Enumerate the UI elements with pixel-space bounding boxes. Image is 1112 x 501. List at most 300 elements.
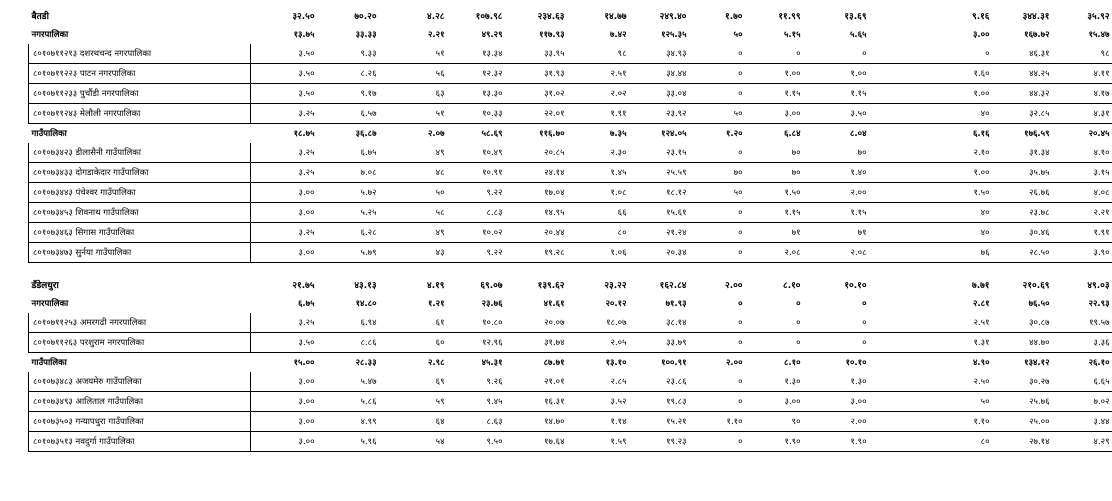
value-cell: ० — [803, 333, 869, 353]
table-row — [29, 243, 1112, 263]
value-cell: ९८ — [567, 44, 629, 64]
muni-name: ८०१०७११२६३ परशुराम नगरपालिका — [29, 333, 251, 353]
table-row — [29, 313, 1112, 333]
value-cell: १.०८ — [567, 183, 629, 203]
value-cell: १२५.३५ — [661, 30, 687, 40]
value-cell: १६२.८४ — [659, 281, 687, 291]
value-cell: २१.०१ — [505, 372, 567, 392]
value-cell: १२.९६ — [447, 333, 505, 353]
table-row — [29, 104, 1112, 124]
value-cell: ८.२६ — [317, 64, 379, 84]
value-cell: १८.१२ — [629, 183, 689, 203]
blank-cell — [869, 333, 931, 353]
muni-name: ८०१०७११२१३ दशरथचन्द नगरपालिका — [29, 44, 251, 64]
value-cell: ३०.४६ — [992, 223, 1052, 243]
value-cell: २८.५० — [992, 243, 1052, 263]
value-cell: १०.१० — [844, 281, 867, 291]
value-cell: ० — [796, 299, 801, 309]
value-cell: ४.१७ — [1052, 84, 1112, 104]
blank-cell — [869, 275, 931, 294]
muni-name: ८०१०७३५०३ गन्यापधुरा गाउँपालिका — [29, 412, 251, 432]
value-cell: ७१.९३ — [665, 299, 687, 309]
value-cell: ९८ — [1052, 44, 1112, 64]
value-cell: ५.२५ — [317, 203, 379, 223]
value-cell: २.२१ — [428, 30, 445, 40]
value-cell: २.२१ — [1052, 203, 1112, 223]
value-cell: ४९ — [379, 223, 447, 243]
value-cell: २०.३४ — [629, 243, 689, 263]
table-row — [29, 223, 1112, 243]
value-cell: ३.५० — [251, 64, 317, 84]
value-cell: ७.४२ — [610, 30, 627, 40]
muni-name: ८०१०७३४६३ सिगास गाउँपालिका — [29, 223, 251, 243]
value-cell: २.५१ — [931, 313, 992, 333]
value-cell: ० — [689, 44, 745, 64]
value-cell: १७६.५९ — [1024, 129, 1050, 139]
value-cell: २.८५ — [567, 372, 629, 392]
value-cell: ४.३१ — [1052, 104, 1112, 124]
value-cell: २३.८६ — [629, 372, 689, 392]
value-cell: १३.६९ — [844, 12, 867, 22]
group-name: गाउँपालिका — [31, 129, 67, 139]
blank-cell — [869, 124, 931, 144]
value-cell: ० — [689, 243, 745, 263]
value-cell: ७.७१ — [972, 281, 990, 291]
value-cell: ५.६५ — [850, 30, 867, 40]
table-row — [29, 183, 1112, 203]
value-cell: ९.५० — [447, 432, 505, 452]
value-cell: ४४.२५ — [992, 64, 1052, 84]
muni-name: ८०१०७११२२३ पाटन नगरपालिका — [29, 64, 251, 84]
value-cell: ३.२५ — [251, 163, 317, 183]
muni-name: ८०१०७११२४३ मेलौली नगरपालिका — [29, 104, 251, 124]
value-cell: ० — [689, 392, 745, 412]
value-cell: २१०.६९ — [1022, 281, 1050, 291]
value-cell: ३४.४४ — [629, 64, 689, 84]
value-cell: ० — [689, 203, 745, 223]
value-cell: ३.०० — [251, 203, 317, 223]
value-cell: ३.०० — [803, 392, 869, 412]
value-cell: ६.६५ — [1052, 372, 1112, 392]
value-cell: ४० — [931, 104, 992, 124]
value-cell: २१.२४ — [629, 223, 689, 243]
group-name: गाउँपालिका — [31, 358, 67, 368]
table-row — [29, 64, 1112, 84]
value-cell: ८.८३ — [447, 203, 505, 223]
value-cell: २०.४५ — [1088, 129, 1110, 139]
value-cell: ३.५२ — [567, 392, 629, 412]
value-cell: ६.९४ — [317, 313, 379, 333]
value-cell: ३३.०४ — [629, 84, 689, 104]
value-cell: १७.६४ — [505, 432, 567, 452]
value-cell: ७० — [689, 163, 745, 183]
value-cell: ० — [689, 372, 745, 392]
value-cell: १.०० — [745, 64, 803, 84]
value-cell: २.०८ — [745, 243, 803, 263]
table-row — [29, 84, 1112, 104]
value-cell: ४.९९ — [317, 412, 379, 432]
value-cell: २.५० — [931, 372, 992, 392]
value-cell: २२.०१ — [505, 104, 567, 124]
value-cell: १.९१ — [567, 104, 629, 124]
value-cell: ० — [931, 44, 992, 64]
muni-name: ८०१०७३५१३ नवदुर्गा गाउँपालिका — [29, 432, 251, 452]
value-cell: २७.१४ — [992, 432, 1052, 452]
value-cell: ७६ — [931, 243, 992, 263]
value-cell: १.४० — [803, 163, 869, 183]
value-cell: ७.०२ — [1052, 392, 1112, 412]
value-cell: ६.५७ — [317, 104, 379, 124]
value-cell: १.२१ — [428, 299, 445, 309]
value-cell: ६९.०७ — [480, 281, 503, 291]
value-cell: १.१५ — [803, 84, 869, 104]
value-cell: १.९१ — [1052, 223, 1112, 243]
value-cell: १३.३० — [447, 84, 505, 104]
group-name: नगरपालिका — [31, 299, 69, 309]
value-cell: ४८ — [379, 163, 447, 183]
value-cell: १४.७० — [505, 412, 567, 432]
value-cell: १.१० — [689, 412, 745, 432]
value-cell: १९.८३ — [629, 392, 689, 412]
value-cell: ३८.१४ — [629, 313, 689, 333]
value-cell: ५० — [689, 183, 745, 203]
value-cell: १८.०७ — [567, 313, 629, 333]
blank-cell — [869, 313, 931, 333]
value-cell: १०.४९ — [447, 143, 505, 163]
value-cell: २०.८५ — [505, 143, 567, 163]
value-cell: २.०२ — [567, 84, 629, 104]
value-cell: ४९.२९ — [481, 30, 503, 40]
value-cell: ४३.१३ — [354, 281, 377, 291]
value-cell: १४.८० — [355, 299, 377, 309]
value-cell: १.०० — [803, 64, 869, 84]
value-cell: ४.१९ — [427, 281, 445, 291]
value-cell: ८.८६ — [317, 333, 379, 353]
table-row — [29, 203, 1112, 223]
value-cell: ६१ — [379, 313, 447, 333]
value-cell: २३.७६ — [481, 299, 503, 309]
value-cell: १.७० — [725, 12, 743, 22]
value-cell: ५१ — [379, 44, 447, 64]
value-cell: ८.६३ — [447, 412, 505, 432]
value-cell: ० — [745, 333, 803, 353]
group-name: नगरपालिका — [31, 30, 69, 40]
value-cell: ५८.६९ — [481, 129, 503, 139]
blank-cell — [869, 84, 931, 104]
group-row — [29, 294, 1112, 313]
value-cell: ७.०८ — [317, 163, 379, 183]
value-cell: ३.२५ — [251, 104, 317, 124]
table-row — [29, 432, 1112, 452]
value-cell: ० — [738, 299, 743, 309]
value-cell: ५.९६ — [317, 432, 379, 452]
value-cell: ४.२९ — [1052, 432, 1112, 452]
value-cell: २६.१० — [1088, 358, 1110, 368]
value-cell: १.०६ — [567, 243, 629, 263]
muni-name: ८०१०७३४४३ पंचेश्वर गाउँपालिका — [29, 183, 251, 203]
value-cell: ३.०० — [973, 30, 990, 40]
value-cell: ४.९० — [973, 358, 990, 368]
value-cell: ९.२६ — [447, 372, 505, 392]
value-cell: ० — [689, 333, 745, 353]
value-cell: ४.१० — [1052, 143, 1112, 163]
value-cell: २.०० — [803, 412, 869, 432]
value-cell: २३४.६३ — [537, 12, 565, 22]
value-cell: ५० — [379, 183, 447, 203]
value-cell: ६.७५ — [298, 299, 315, 309]
value-cell: १२४.०५ — [661, 129, 687, 139]
value-cell: १९.२८ — [505, 243, 567, 263]
value-cell: ४.२८ — [427, 12, 445, 22]
value-cell: १.०० — [931, 84, 992, 104]
value-cell: १.०० — [931, 163, 992, 183]
value-cell: ८० — [567, 223, 629, 243]
value-cell: ४४.७० — [992, 333, 1052, 353]
value-cell: ४५.३१ — [481, 358, 503, 368]
value-cell: ६.७५ — [317, 143, 379, 163]
value-cell: ५० — [733, 30, 743, 40]
value-cell: १७.०४ — [505, 183, 567, 203]
muni-name: ८०१०७३४७३ सुर्नया गाउँपालिका — [29, 243, 251, 263]
value-cell: ३.५० — [251, 333, 317, 353]
value-cell: ७० — [745, 143, 803, 163]
blank-cell — [869, 25, 931, 44]
value-cell: ३१.९३ — [505, 64, 567, 84]
value-cell: १०.८० — [447, 313, 505, 333]
value-cell: ० — [689, 223, 745, 243]
value-cell: ५१ — [379, 104, 447, 124]
value-cell: ३.१५ — [1052, 163, 1112, 183]
value-cell: १.१५ — [745, 84, 803, 104]
district-name: डँडेलधुरा — [31, 281, 59, 291]
value-cell: ५६ — [379, 64, 447, 84]
value-cell: ३०.२७ — [992, 372, 1052, 392]
value-cell: ८० — [931, 432, 992, 452]
value-cell: ९.१६ — [972, 12, 990, 22]
value-cell: ३६.८७ — [355, 129, 377, 139]
value-cell: ४९.०३ — [1087, 281, 1110, 291]
value-cell: १.५० — [931, 183, 992, 203]
value-cell: ३.४४ — [1052, 412, 1112, 432]
value-cell: २.५१ — [567, 64, 629, 84]
value-cell: ३.०० — [251, 432, 317, 452]
value-cell: २३.२२ — [604, 281, 627, 291]
value-cell: ३.९० — [1052, 243, 1112, 263]
value-cell: १.२० — [726, 129, 743, 139]
table-row — [29, 333, 1112, 353]
value-cell: १५.२१ — [629, 412, 689, 432]
value-cell: ११.९९ — [778, 12, 801, 22]
value-cell: २५.०० — [992, 412, 1052, 432]
value-cell: २.८१ — [973, 299, 990, 309]
blank-cell — [869, 104, 931, 124]
value-cell: ६९ — [379, 372, 447, 392]
value-cell: १६.३१ — [505, 392, 567, 412]
value-cell: २५.७६ — [992, 392, 1052, 412]
value-cell: १.३० — [745, 372, 803, 392]
table-row — [29, 44, 1112, 64]
value-cell: १४.७७ — [604, 12, 627, 22]
value-cell: ३.०० — [251, 412, 317, 432]
value-cell: ३.३६ — [1052, 333, 1112, 353]
value-cell: ५९ — [379, 392, 447, 412]
value-cell: ० — [862, 299, 867, 309]
value-cell: ३५.९२ — [1087, 12, 1110, 22]
group-row — [29, 353, 1112, 373]
value-cell: ३.०० — [745, 104, 803, 124]
value-cell: १६७.७२ — [1024, 30, 1050, 40]
value-cell: १५.४७ — [1088, 30, 1110, 40]
value-cell: ५० — [689, 104, 745, 124]
value-cell: ५.१५ — [784, 30, 801, 40]
blank-cell — [869, 412, 931, 432]
value-cell: ३.५० — [251, 84, 317, 104]
value-cell: ३१.३४ — [992, 143, 1052, 163]
value-cell: २.३० — [567, 143, 629, 163]
value-cell: २.९८ — [428, 358, 445, 368]
value-cell: ८.१० — [783, 281, 801, 291]
value-cell: ० — [803, 313, 869, 333]
value-cell: ५.७२ — [317, 183, 379, 203]
value-cell: ९.३३ — [317, 44, 379, 64]
value-cell: २.०७ — [428, 129, 445, 139]
value-cell: ३४.९३ — [629, 44, 689, 64]
value-cell: ० — [689, 432, 745, 452]
value-cell: ० — [689, 143, 745, 163]
value-cell: १४.९५ — [505, 203, 567, 223]
value-cell: २१.७५ — [292, 281, 315, 291]
value-cell: १.१४ — [567, 412, 629, 432]
value-cell: २४९.४० — [659, 12, 687, 22]
value-cell: ७०.२० — [354, 12, 377, 22]
value-cell: १.५९ — [567, 432, 629, 452]
value-cell: १०.९१ — [447, 163, 505, 183]
value-cell: १.१५ — [803, 203, 869, 223]
value-cell: १००.९१ — [661, 358, 687, 368]
value-cell: ८.१० — [784, 358, 801, 368]
table-row — [29, 163, 1112, 183]
value-cell: १९.५७ — [1052, 313, 1112, 333]
value-cell: ३.२५ — [251, 313, 317, 333]
value-cell: ३४४.३१ — [1022, 12, 1050, 22]
blank-cell — [869, 294, 931, 313]
value-cell: १३.७५ — [293, 30, 315, 40]
value-cell: ७१ — [745, 223, 803, 243]
value-cell: ४० — [931, 223, 992, 243]
blank-cell — [869, 432, 931, 452]
value-cell: ४.०८ — [1052, 183, 1112, 203]
value-cell: ३०.८७ — [992, 313, 1052, 333]
value-cell: १०.३३ — [447, 104, 505, 124]
value-cell: २५.५९ — [629, 163, 689, 183]
blank-cell — [869, 6, 931, 25]
value-cell: १५.०० — [293, 358, 315, 368]
value-cell: ३.५० — [251, 44, 317, 64]
value-cell: ३५.७५ — [992, 163, 1052, 183]
blank-cell — [869, 183, 931, 203]
value-cell: १३९.६२ — [537, 281, 565, 291]
district-name: बैतडी — [31, 12, 49, 22]
value-cell: १३.३४ — [447, 44, 505, 64]
value-cell: २०.०७ — [505, 313, 567, 333]
table-row — [29, 392, 1112, 412]
value-cell: ३.२५ — [251, 223, 317, 243]
group-row — [29, 124, 1112, 144]
muni-name: ८०१०७३४५३ शिवनाथ गाउँपालिका — [29, 203, 251, 223]
value-cell: २.०० — [726, 358, 743, 368]
value-cell: ३.५० — [803, 104, 869, 124]
value-cell: ४३ — [379, 243, 447, 263]
value-cell: ५८ — [379, 203, 447, 223]
value-cell: ८७.७१ — [543, 358, 565, 368]
value-cell: ११६.७० — [539, 129, 565, 139]
value-cell: ४६.३१ — [992, 44, 1052, 64]
value-cell: १८.७५ — [293, 129, 315, 139]
group-row — [29, 25, 1112, 44]
muni-name: ८०१०७३४३३ दोगडाकेदार गाउँपालिका — [29, 163, 251, 183]
value-cell: २.०५ — [567, 333, 629, 353]
muni-name: ८०१०७३४९३ आलिताल गाउँपालिका — [29, 392, 251, 412]
table-row — [29, 143, 1112, 163]
value-cell: २२.९३ — [1088, 299, 1110, 309]
value-cell: ५.८६ — [317, 392, 379, 412]
value-cell: ४१.६१ — [543, 299, 565, 309]
muni-name: ८०१०७११२५३ अमरगढी नगरपालिका — [29, 313, 251, 333]
value-cell: ४४.३२ — [992, 84, 1052, 104]
table-row — [29, 412, 1112, 432]
value-cell: ५० — [931, 392, 992, 412]
blank-cell — [869, 223, 931, 243]
value-cell: २४.१४ — [505, 163, 567, 183]
value-cell: २८.३३ — [355, 358, 377, 368]
value-cell: ० — [689, 313, 745, 333]
value-cell: ३२.५० — [292, 12, 315, 22]
value-cell: १.९० — [803, 432, 869, 452]
value-cell: ५.४७ — [317, 372, 379, 392]
value-cell: १.४५ — [567, 163, 629, 183]
muni-name: ८०१०७३४२३ डीलासैनी गाउँपालिका — [29, 143, 251, 163]
value-cell: ३.२५ — [251, 143, 317, 163]
value-cell: ११७.९३ — [539, 30, 565, 40]
value-cell: २.०० — [803, 183, 869, 203]
value-cell: ४० — [931, 203, 992, 223]
value-cell: ३.०० — [251, 243, 317, 263]
blank-cell — [869, 64, 931, 84]
value-cell: ६.८४ — [784, 129, 801, 139]
value-cell: ० — [745, 44, 803, 64]
value-cell: ३२.८५ — [992, 104, 1052, 124]
value-cell: ७० — [803, 143, 869, 163]
value-cell: ९.२२ — [447, 243, 505, 263]
value-cell: ० — [689, 84, 745, 104]
value-cell: ७.३५ — [610, 129, 627, 139]
value-cell: १.१५ — [745, 203, 803, 223]
value-cell: ६० — [379, 333, 447, 353]
value-cell: ४९ — [379, 143, 447, 163]
value-cell: १.५० — [745, 183, 803, 203]
muni-name: ८०१०७३४८३ अजयमेरु गाउँपालिका — [29, 372, 251, 392]
value-cell: ० — [745, 313, 803, 333]
value-cell: २०.४४ — [505, 223, 567, 243]
table-row — [29, 372, 1112, 392]
value-cell: ९० — [745, 412, 803, 432]
value-cell: ९.४५ — [447, 392, 505, 412]
value-cell: १.९० — [745, 432, 803, 452]
value-cell: ३१.७४ — [505, 333, 567, 353]
spacer-cell — [29, 263, 1112, 276]
blank-cell — [869, 392, 931, 412]
value-cell: ३१.०२ — [505, 84, 567, 104]
